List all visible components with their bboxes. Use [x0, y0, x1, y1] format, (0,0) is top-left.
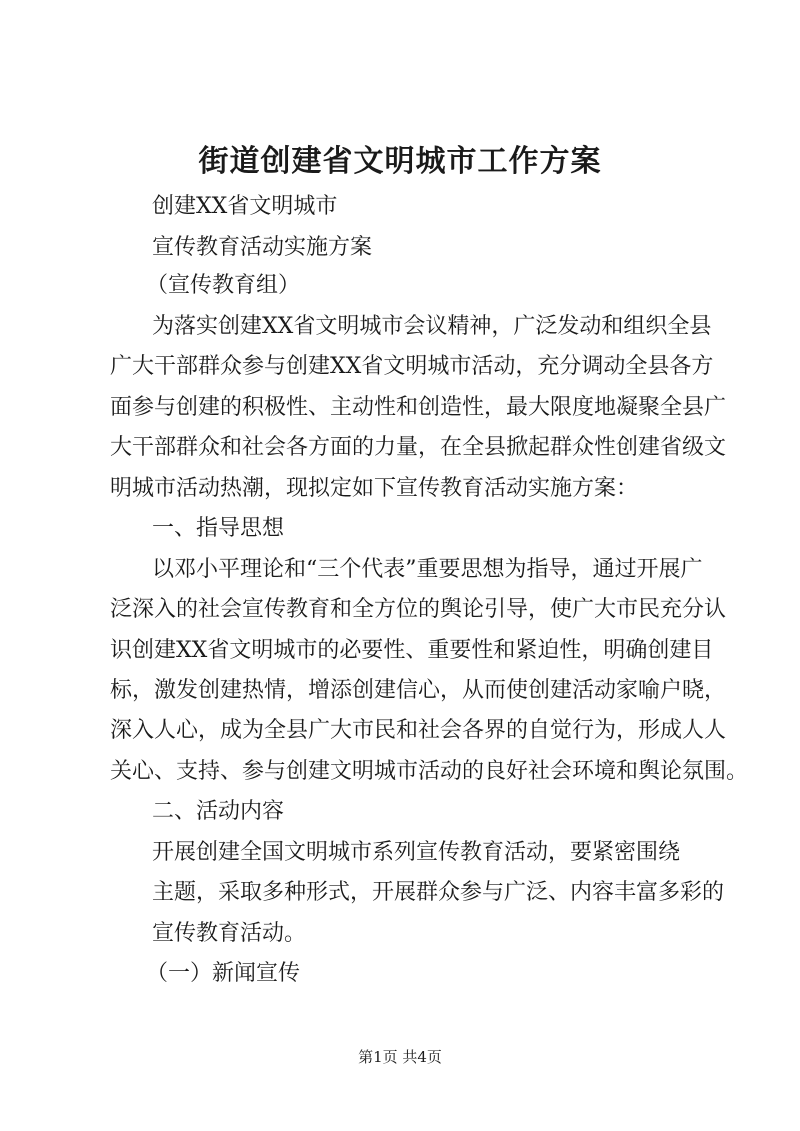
- paragraph-line: 开展创建全国文明城市系列宣传教育活动，要紧密围绕: [152, 840, 681, 865]
- paragraph-line: 大干部群众和社会各方面的力量，在全县掀起群众性创建省级文: [110, 435, 727, 460]
- paragraph-line: 主题，采取多种形式，开展群众参与广泛、内容丰富多彩的: [152, 880, 725, 905]
- paragraph-line: 广大干部群众参与创建XX省文明城市活动，充分调动全县各方: [110, 354, 714, 379]
- section-heading-activities: 二、活动内容: [152, 799, 285, 824]
- subheading-plan: 宣传教育活动实施方案: [152, 235, 373, 260]
- page-number: 第1页 共4页: [358, 1048, 442, 1066]
- paragraph-line: 宣传教育活动。: [152, 921, 307, 946]
- paragraph-line: 深入人心，成为全县广大市民和社会各界的自觉行为，形成人人: [110, 718, 727, 743]
- paragraph-line: 关心、支持、参与创建文明城市活动的良好社会环境和舆论氛围。: [110, 759, 749, 784]
- subsection-heading-news: （一）新闻宣传: [146, 961, 301, 986]
- paragraph-line: 面参与创建的积极性、主动性和创造性，最大限度地凝聚全县广: [110, 395, 727, 420]
- paragraph-line: 泛深入的社会宣传教育和全方位的舆论引导，使广大市民充分认: [110, 597, 727, 622]
- section-heading-guiding: 一、指导思想: [152, 516, 285, 541]
- paragraph-line: 识创建XX省文明城市的必要性、重要性和紧迫性，明确创建目: [110, 638, 714, 663]
- paragraph-line: 标，激发创建热情，增添创建信心，从而使创建活动家喻户晓，: [110, 678, 727, 703]
- paragraph-line: 为落实创建XX省文明城市会议精神，广泛发动和组织全县: [152, 314, 712, 339]
- group-label: （宣传教育组）: [146, 273, 301, 298]
- paragraph-line: 以邓小平理论和“三个代表”重要思想为指导，通过开展广: [152, 557, 703, 582]
- paragraph-line: 明城市活动热潮，现拟定如下宣传教育活动实施方案：: [110, 476, 639, 501]
- subheading-city: 创建XX省文明城市: [152, 194, 338, 219]
- document-title: 街道创建省文明城市工作方案: [198, 144, 602, 179]
